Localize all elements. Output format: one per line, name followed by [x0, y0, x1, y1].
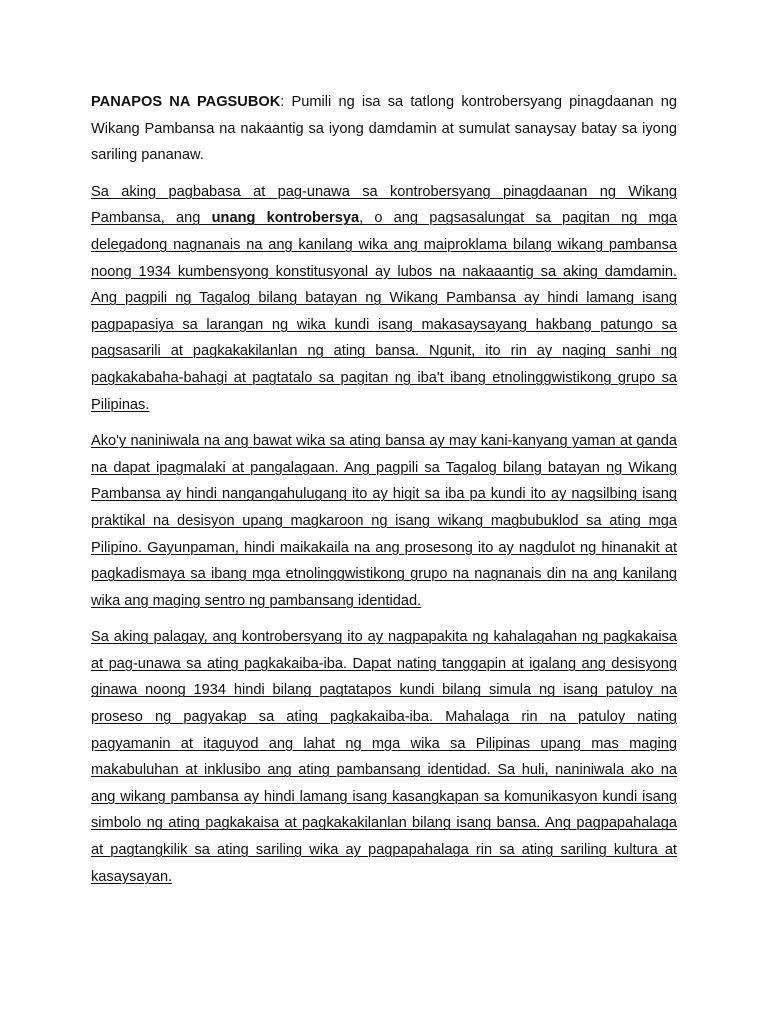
essay-p1-emphasis: unang kontrobersya: [211, 210, 360, 227]
document-page: [91, 89, 677, 890]
essay-p1-body: , o ang pagsasalungat sa pagitan ng mga delegadong nagnanais na ang kanilang wika ang maiproklama bilang wikang pambansa noong 1934 kumbensyong konstitusyonal ay lubos na nakaaantig sa aking damdamin. Ang pagpili ng Tagalog bilang batayan ng Wikang Pambansa ay hindi lamang isang pagpapasiya sa larangan ng wika kundi isang makasaysayang hakbang patungo sa pagsasarili at pagkakakilanlan ng ating bansa. Ngunit, ito rin ay naging sanhi ng pagkakabaha-bahagi at pagtatalo sa pagitan ng iba't ibang etnolinggwistikong grupo sa Pilipinas.: [91, 210, 677, 413]
instructions-label: PANAPOS NA PAGSUBOK: [91, 94, 281, 110]
essay-p3-text: Sa aking palagay, ang kontrobersyang ito ay nagpapakita ng kahalagahan ng pagkakaisa at pag-unawa sa ating pagkakaiba-iba. Dapat nating tanggapin at igalang ang desisyong ginawa noong 1934 hindi bilang pagtatapos kundi bilang simula ng isang patuloy na proseso ng pagyakap sa ating pagkakaiba-iba. Mahalaga rin na patuloy nating pagyamanin at itaguyod ang lahat ng mga wika sa Pilipinas upang mas maging makabuluhan at inklusibo ang ating pambansang identidad. Sa huli, naniniwala ako na ang wikang pambansa ay hindi lamang isang kasangkapan sa komunikasyon kundi isang simbolo ng ating pagkakaisa at pagkakakilanlan bilang isang bansa. Ang pagpapahalaga at pagtangkilik sa ating sariling wika ay pagpapahalaga rin sa ating sariling kultura at kasaysayan.: [91, 629, 677, 885]
instructions-paragraph: [91, 89, 677, 169]
essay-paragraph-2: [91, 428, 677, 614]
essay-p1-intro: Sa aking pagbabasa at pag-unawa sa kontrobersyang pinagdaanan ng Wikang Pambansa, ang: [91, 183, 677, 227]
essay-paragraph-1: [91, 179, 677, 418]
essay-paragraph-3: [91, 624, 677, 890]
instructions-text: : Pumili ng isa sa tatlong kontrobersyang pinagdaanan ng Wikang Pambansa na nakaantig sa iyong damdamin at sumulat sanaysay batay sa iyong sariling pananaw.: [91, 94, 677, 164]
essay-p2-text: Ako'y naniniwala na ang bawat wika sa ating bansa ay may kani-kanyang yaman at ganda na dapat ipagmalaki at pangalagaan. Ang pagpili sa Tagalog bilang batayan ng Wikang Pambansa ay hindi nangangahulugang ito ay higit sa iba pa kundi ito ay nagsilbing isang praktikal na desisyon upang magkaroon ng isang wikang magbubuklod sa ating mga Pilipino. Gayunpaman, hindi maikakaila na ang prosesong ito ay nagdulot ng hinanakit at pagkadismaya sa ibang mga etnolinggwistikong grupo na nagnanais din na ang kanilang wika ang maging sentro ng pambansang identidad.: [91, 433, 677, 609]
